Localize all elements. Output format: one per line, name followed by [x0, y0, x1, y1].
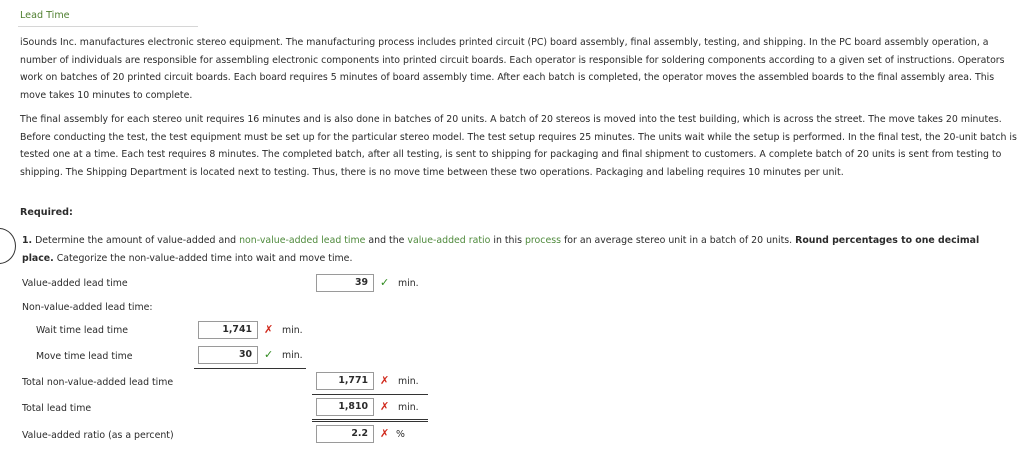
subtotal-rule [194, 368, 306, 369]
link-process[interactable]: process [524, 235, 561, 246]
total-rule [312, 394, 428, 395]
question-number: 1. [22, 235, 33, 246]
question-part: for an average stereo unit in a batch of 20 units. [560, 235, 796, 246]
move-time-unit: min. [282, 350, 303, 361]
total-lead-time-unit: min. [398, 402, 419, 413]
value-added-ratio-label: Value-added ratio (as a percent) [22, 430, 174, 441]
total-lead-time-input[interactable]: 1,810 [316, 398, 374, 416]
problem-paragraph-2: The final assembly for each stereo unit requires 16 minutes and is also done in batches of 20 units. A batch of 20 stereos is moved into the test building, which is across the street. The move takes 20 minutes. Before conducting the test, the test equipment must be set up for the particular stereo model. The test setup requires 25 minutes. The units wait while the setup is performed. In the final test, the 20-unit batch is tested one at a time. Each test requires 8 minutes. The completed batch, after all testing, is sent to shipping for packaging and final shipment to customers. A complete batch of 20 units is sent from testing to shipping. The Shipping Department is located next to testing. Thus, there is no move time between these two operations. Packaging and labeling requires 10 minutes per unit. [20, 114, 1017, 178]
cross-icon: ✗ [380, 374, 390, 387]
total-lead-time-label: Total lead time [22, 403, 92, 414]
move-time-label: Move time lead time [36, 351, 133, 362]
non-value-added-heading: Non-value-added lead time: [22, 302, 153, 313]
total-non-value-added-input[interactable]: 1,771 [316, 372, 374, 390]
total-non-value-added-unit: min. [398, 376, 419, 387]
link-non-value-added-lead-time[interactable]: non-value-added lead time [239, 235, 366, 246]
link-value-added-ratio[interactable]: value-added ratio [407, 235, 491, 246]
double-rule [312, 419, 428, 423]
page-title: Lead Time [20, 10, 70, 21]
value-added-unit: min. [398, 278, 419, 289]
total-non-value-added-label: Total non-value-added lead time [22, 377, 174, 388]
value-added-label: Value-added lead time [22, 278, 128, 289]
wait-time-input[interactable]: 1,741 [198, 321, 258, 339]
wait-time-unit: min. [282, 325, 303, 336]
wait-time-label: Wait time lead time [36, 325, 129, 336]
check-icon: ✓ [380, 276, 390, 289]
value-added-input[interactable]: 39 [316, 274, 374, 292]
question-instruction-bold: Round percentages to one decimal place. [22, 235, 980, 264]
question-marker [0, 228, 16, 264]
question-part: Categorize the non-value-added time into wait and move time. [53, 252, 353, 264]
question-part: and the [365, 235, 408, 246]
value-added-ratio-unit: % [396, 429, 405, 440]
value-added-ratio-input[interactable]: 2.2 [316, 425, 374, 443]
required-heading: Required: [20, 207, 73, 218]
question-part: Determine the amount of value-added and [32, 235, 240, 246]
problem-paragraph-1: iSounds Inc. manufactures electronic stereo equipment. The manufacturing process includes printed circuit (PC) board assembly, final assembly, testing, and shipping. In the PC board assembly operation, a number of individuals are responsible for assembling electronic components into printed circuit boards. Each operator is responsible for soldering components according to a given set of instructions. Operators work on batches of 20 printed circuit boards. Each board requires 5 minutes of board assembly time. After each batch is completed, the operator moves the assembled boards to the final assembly area. This move takes 10 minutes to complete. [20, 37, 1005, 101]
title-divider [18, 26, 198, 27]
question-part: in this [490, 235, 525, 246]
move-time-input[interactable]: 30 [198, 346, 258, 364]
cross-icon: ✗ [264, 323, 274, 336]
check-icon: ✓ [264, 348, 274, 361]
question-text [22, 232, 1012, 267]
cross-icon: ✗ [380, 400, 390, 413]
cross-icon: ✗ [380, 427, 390, 440]
